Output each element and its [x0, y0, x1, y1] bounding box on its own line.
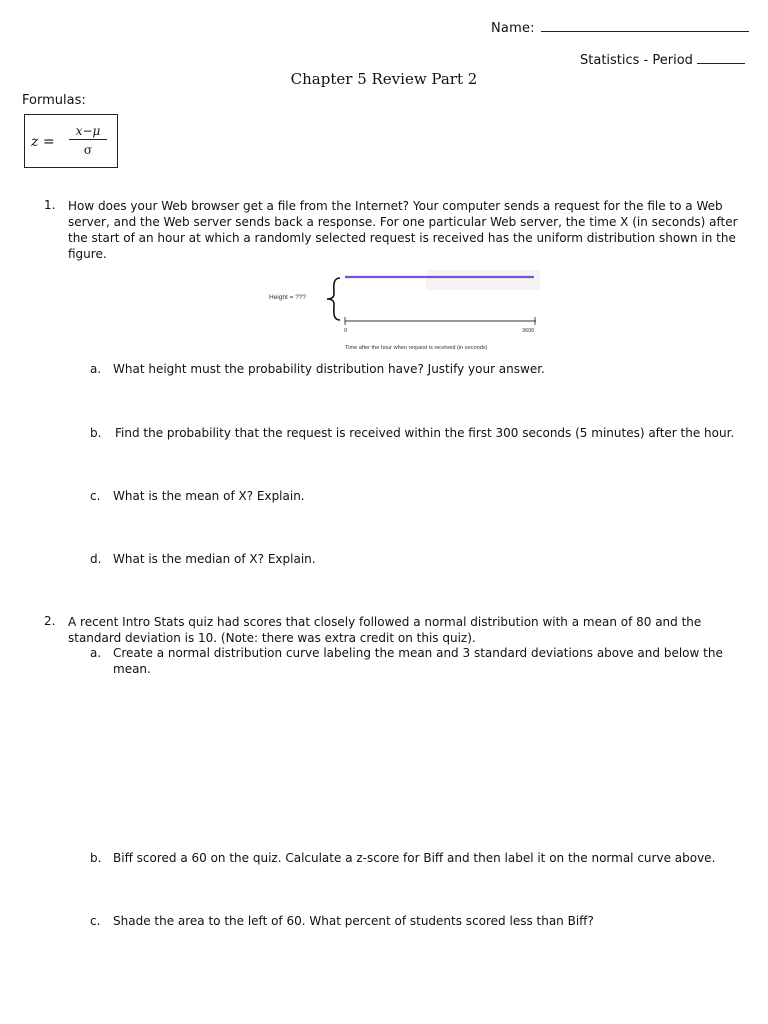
period-blank-line[interactable] — [697, 53, 745, 64]
q1-part-a-text: What height must the probability distribution have? Justify your answer. — [113, 362, 545, 376]
question-2-number: 2. — [44, 614, 56, 628]
z-score-formula-box — [24, 114, 118, 168]
q1-part-d-text: What is the median of X? Explain. — [113, 552, 316, 566]
question-1-number: 1. — [44, 198, 56, 212]
q1-part-b-letter: b. — [90, 426, 102, 440]
figure-shadow — [426, 270, 540, 290]
formula-fraction — [69, 124, 107, 157]
q2-part-b-letter: b. — [90, 851, 102, 865]
q1-part-c-letter: c. — [90, 489, 101, 503]
q1-part-c-text: What is the mean of X? Explain. — [113, 489, 305, 503]
formulas-label: Formulas: — [22, 93, 86, 108]
height-label: Height = ??? — [269, 294, 307, 301]
q1-part-a-letter: a. — [90, 362, 102, 376]
x-start-label: 0 — [344, 328, 348, 334]
uniform-distribution-figure — [264, 268, 544, 354]
name-blank-line[interactable] — [541, 21, 749, 32]
page-title: Chapter 5 Review Part 2 — [290, 70, 478, 88]
q2-part-b-text: Biff scored a 60 on the quiz. Calculate a z-score for Biff and then label it on the normal curve above. — [113, 851, 716, 865]
q2-part-a-text: Create a normal distribution curve labeling the mean and 3 standard deviations above and below the mean. — [113, 646, 723, 676]
q2-part-a-letter: a. — [90, 646, 102, 660]
x-axis-label: Time after the hour when request is received (in seconds) — [345, 345, 488, 351]
formula-numerator: x−μ — [69, 124, 107, 140]
name-label: Name: — [491, 21, 535, 36]
q2-part-c-text: Shade the area to the left of 60. What percent of students scored less than Biff? — [113, 914, 594, 928]
question-1-text: How does your Web browser get a file from the Internet? Your computer sends a request for the file to a Web server, and the Web server sends back a response. For one particular Web server, the time X (in seconds) after the start of an hour at which a randomly selected request is received has the uniform distribution shown in the figure. — [68, 199, 738, 261]
question-2-text: A recent Intro Stats quiz had scores that closely followed a normal distribution with a mean of 80 and the standard deviation is 10. (Note: there was extra credit on this quiz). — [68, 615, 702, 645]
formula-denominator: σ — [83, 143, 93, 157]
q1-part-d-letter: d. — [90, 552, 102, 566]
formula-lhs: z = — [31, 134, 55, 150]
period-field — [580, 53, 745, 68]
name-field — [491, 21, 749, 36]
period-label: Statistics - Period — [580, 53, 693, 68]
q1-part-b-text: Find the probability that the request is received within the first 300 seconds (5 minutes) after the hour. — [115, 426, 735, 440]
q2-part-c-letter: c. — [90, 914, 101, 928]
x-end-label: 3600 — [522, 328, 535, 334]
brace-icon — [327, 278, 340, 320]
